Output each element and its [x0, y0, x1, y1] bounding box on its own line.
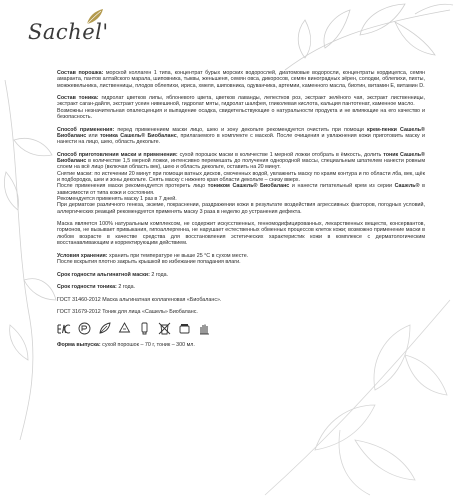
tube-mark-icon	[137, 322, 151, 336]
dermatosis-note: При дерматозе различного генеза, экземе, покраснении, раздражении кожи в результате воздействия агрессивных факторов, погодных условий, аллергических реакций рекомендуется применять маску 3 раза в неделю до устранения дефекта.	[57, 202, 425, 215]
leaf-icon	[85, 8, 105, 26]
section-text: гидролат цветков липы, яблоневого цвета, цветков лаванды, лепестков роз, экстракт зелёного чая, экстракт лиственницы, экстракт саган-дайля, экстракт усеин нивешиной, гидролат мяты, гидролат шалфея, гликолевая кислота, кальция пантотенат, каменное масло.	[57, 95, 426, 108]
product-description: Маска является 100% натуральным комплексом, не содержит искусственных, генномодифицированных, лекарственных веществ, консервантов, гормонов, не вызывает привыкания, гипоаллергенна, не нарушает естественных обменных процессов клеток кожи; возможно применение маски в любом возрасте в качестве средства для восстановления эстетических характеристик кожи в комплексе с дерматологическим восстанавливающим и корректирующим действием.	[57, 221, 425, 247]
storage-note: После вскрытия плотно закрыть крышкой во избежание попадания влаги.	[57, 258, 241, 265]
section-label: Срок годности тоника:	[57, 284, 117, 291]
brand-logo	[28, 8, 148, 56]
brand-name: Sachel'	[28, 20, 109, 44]
application-method: Способ применения: перед применением маски лицо, шею и зону декольте рекомендуется очистить при помощи крем-пенки Сашель® Биобаланс или тоника Сашель® Биобаланс, прилагаемого в комплекте с маской. После очищения и увлажнения кожи приготовить маску и нанести на лицо, шею, область декольте.	[57, 126, 426, 146]
after-care: После применения маски рекомендуется протереть лицо тоником Сашель® Биобаланс и нанести питательный крем из серии Сашель® в зависимости от типа кожи и состояния.	[57, 183, 425, 196]
jar-mark-icon	[177, 322, 191, 336]
usage-frequency: Рекомендуется применять маску 1 раз в 7 дней.	[57, 195, 177, 202]
certification-icons	[57, 322, 425, 336]
floral-decoration-top-right	[265, 0, 455, 80]
gost-line: ГОСТ 31679-2012 Тоник для лица «Сашель» Биобаланс.	[57, 309, 198, 316]
crossed-bin-icon	[157, 322, 171, 336]
release-form: Форма выпуска: сухой порошок – 70 г, тоник – 300 мл.	[57, 341, 195, 348]
tonic-shelf-life: Срок годности тоника: 2 года.	[57, 284, 136, 291]
hand-mark-icon	[197, 322, 211, 336]
section-label: Способ приготовления маски и применения:	[57, 151, 178, 158]
section-label: Срок годности альгинатной маски:	[57, 271, 150, 278]
eac-mark-icon	[57, 322, 71, 336]
section-label: Состав порошка:	[57, 70, 104, 76]
section-text: морской коллаген 1 типа, концентрат бурых морских водорослей, диатомовые водоросли, концентраты кордицепса, семян амаранта, пантов алтайского марала, шиповника, тыквы, женьшеня, семян овса, дикоросов, семян виноградных зёрен, солодки, облепихи, пихты, можжевельника, лиственницы, плодов облепихи, ириса, хмеля, шиповника, одуванчика, артемии, каменного масла, биотин, витамин E, витамин D.	[57, 70, 425, 89]
floral-decoration-left	[0, 80, 60, 440]
section-label: Состав тоника:	[57, 95, 99, 102]
mask-shelf-life: Срок годности альгинатной маски: 2 года.	[57, 271, 169, 278]
storage-conditions: Условия хранения: хранить при температуре не выше 25 °С в сухом месте.	[57, 252, 249, 259]
mask-removal: Снятие маски: по истечении 20 минут при помощи ватных дисков, смоченных водой, увлажнить маску по краям контура и по области лба, век, щёк и подбородка, шеи и зоны декольте. Снять маску с нижнего края области декольте – снизу вверх.	[57, 170, 425, 184]
preparation-method: Способ приготовления маски и применения: сухой порошок маски в количестве 1 мерной ложки отобрать в ёмкость, долить тоник Сашель® Биобаланс в количестве 1,5 мерной ложки, интенсивно перемешать до получения однородной массы, специальным шпателем нанести ровным слоем на всё лицо (включая область век), шею и область декольте, оставить на 20 минут.	[57, 151, 425, 171]
tonic-composition	[57, 95, 425, 108]
recycle-mark-icon	[117, 322, 131, 336]
section-label: Форма выпуска:	[57, 341, 101, 348]
section-label: Условия хранения:	[57, 252, 108, 259]
leaf-mark-icon	[97, 322, 111, 336]
rostest-mark-icon	[77, 322, 91, 336]
tonic-note: Возможны незначительная опалесценция и выпадение осадка, свидетельствующие о натуральности продукта и не влияющие на его качество и безопасность.	[57, 107, 425, 121]
powder-composition	[57, 70, 425, 89]
leaflet-body	[57, 70, 425, 354]
gost-line: ГОСТ 31460-2012 Маска альгинатная коллагеновая «Биобаланс».	[57, 296, 222, 303]
section-label: Способ применения:	[57, 126, 115, 133]
